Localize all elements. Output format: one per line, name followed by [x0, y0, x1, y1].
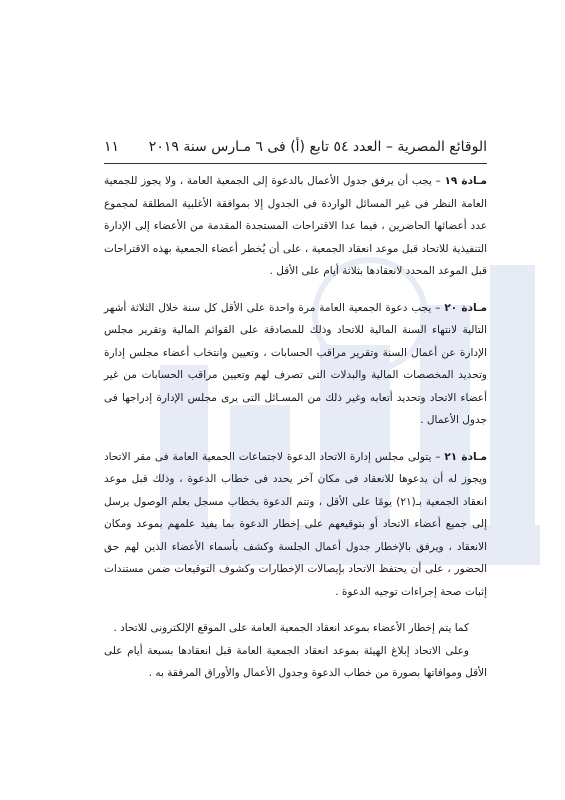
page-number: ١١ [104, 139, 120, 155]
article-text: – يتولى مجلس إدارة الاتحاد الدعوة لاجتماعات الجمعية العامة فى مقر الاتحاد ويجوز له أن يدعوها للانعقاد فى مكان آخر يحدد فى خطاب الدعوة ، وذلك قبل موعد انعقاد الجمعية بـ(٢١) يومًا على الأقل ، وتتم الدعوة بخطاب مسجل بعلم الوصول يرسل إلى جميع أعضاء الاتحاد أو بتوقيعهم على إخطار الدعوة بما يفيد علمهم بموعد ومكان الانعقاد ، ويرفق بالإخطار جدول أعمال الجلسة وكشف بأسماء الأعضاء الذين لهم حق الحضور ، على أن يحتفظ الاتحاد بإيصالات الإخطارات وكشوف التوقيعات ضمن مستندات إثبات صحة إجراءات توجيه الدعوة . [104, 450, 487, 598]
article-text: – يجب دعوة الجمعية العامة مرة واحدة على الأقل كل سنة خلال الثلاثة أشهر التالية لانتهاء السنة المالية للاتحاد وذلك للمصادقة على القوائم المالية وتقرير مجلس الإدارة عن أعمال السنة وتقرير مراقب الحسابات ، وتعيين وانتخاب أعضاء مجلس إدارة وتحديد المخصصات المالية والبدلات التى تصرف لهم وتعيين مراقب الحسابات من غير أعضاء الاتحاد وتحديد أتعابه وغير ذلك من المسـائل التى يرى مجلس الإدارة إدراجها فى جدول الأعمال . [104, 301, 487, 426]
document-body [104, 170, 487, 685]
article-label: مـادة ١٩ [444, 175, 487, 187]
gazette-header-title: الوقائع المصرية – العدد ٥٤ تابع (أ) فى ٦ مـارس سنة ٢٠١٩ [148, 139, 487, 155]
article-label: مـادة ٢١ [444, 450, 487, 463]
article-21 [104, 446, 487, 604]
article-20 [104, 297, 487, 432]
paragraph-authority-notice: وعلى الاتحاد إبلاغ الهيئة بموعد انعقاد الجمعية العامة قبل انعقادها بسبعة أيام على الأقل وموافاتها بصورة من خطاب الدعوة وجدول الأعمال والأوراق المرفقة به . [104, 644, 487, 679]
article-19 [104, 170, 487, 283]
page-header [104, 136, 487, 158]
header-divider [104, 163, 487, 164]
paragraph-website-notice: كما يتم إخطار الأعضاء بموعد انعقاد الجمعية العامة على الموقع الإلكترونى للاتحاد . [113, 622, 469, 634]
article-text: – يجب أن يرفق جدول الأعمال بالدعوة إلى الجمعية العامة ، ولا يجوز للجمعية العامة النظر فى غير المسائل الواردة فى الجدول إلا بموافقة الأغلبية المطلقة لمجموع عدد أعضائها الحاضرين ، فيما عدا الاقتراحات المستجدة المقدمة من الأعضاء إلى الإدارة التنفيذية للاتحاد قبل موعد انعقاد الجمعية ، على أن يُخطر أعضاء الجمعية بهذه الاقتراحات قبل الموعد المحدد لانعقادها بثلاثة أيام على الأقل . [104, 175, 487, 277]
article-label: مـادة ٢٠ [444, 301, 487, 314]
